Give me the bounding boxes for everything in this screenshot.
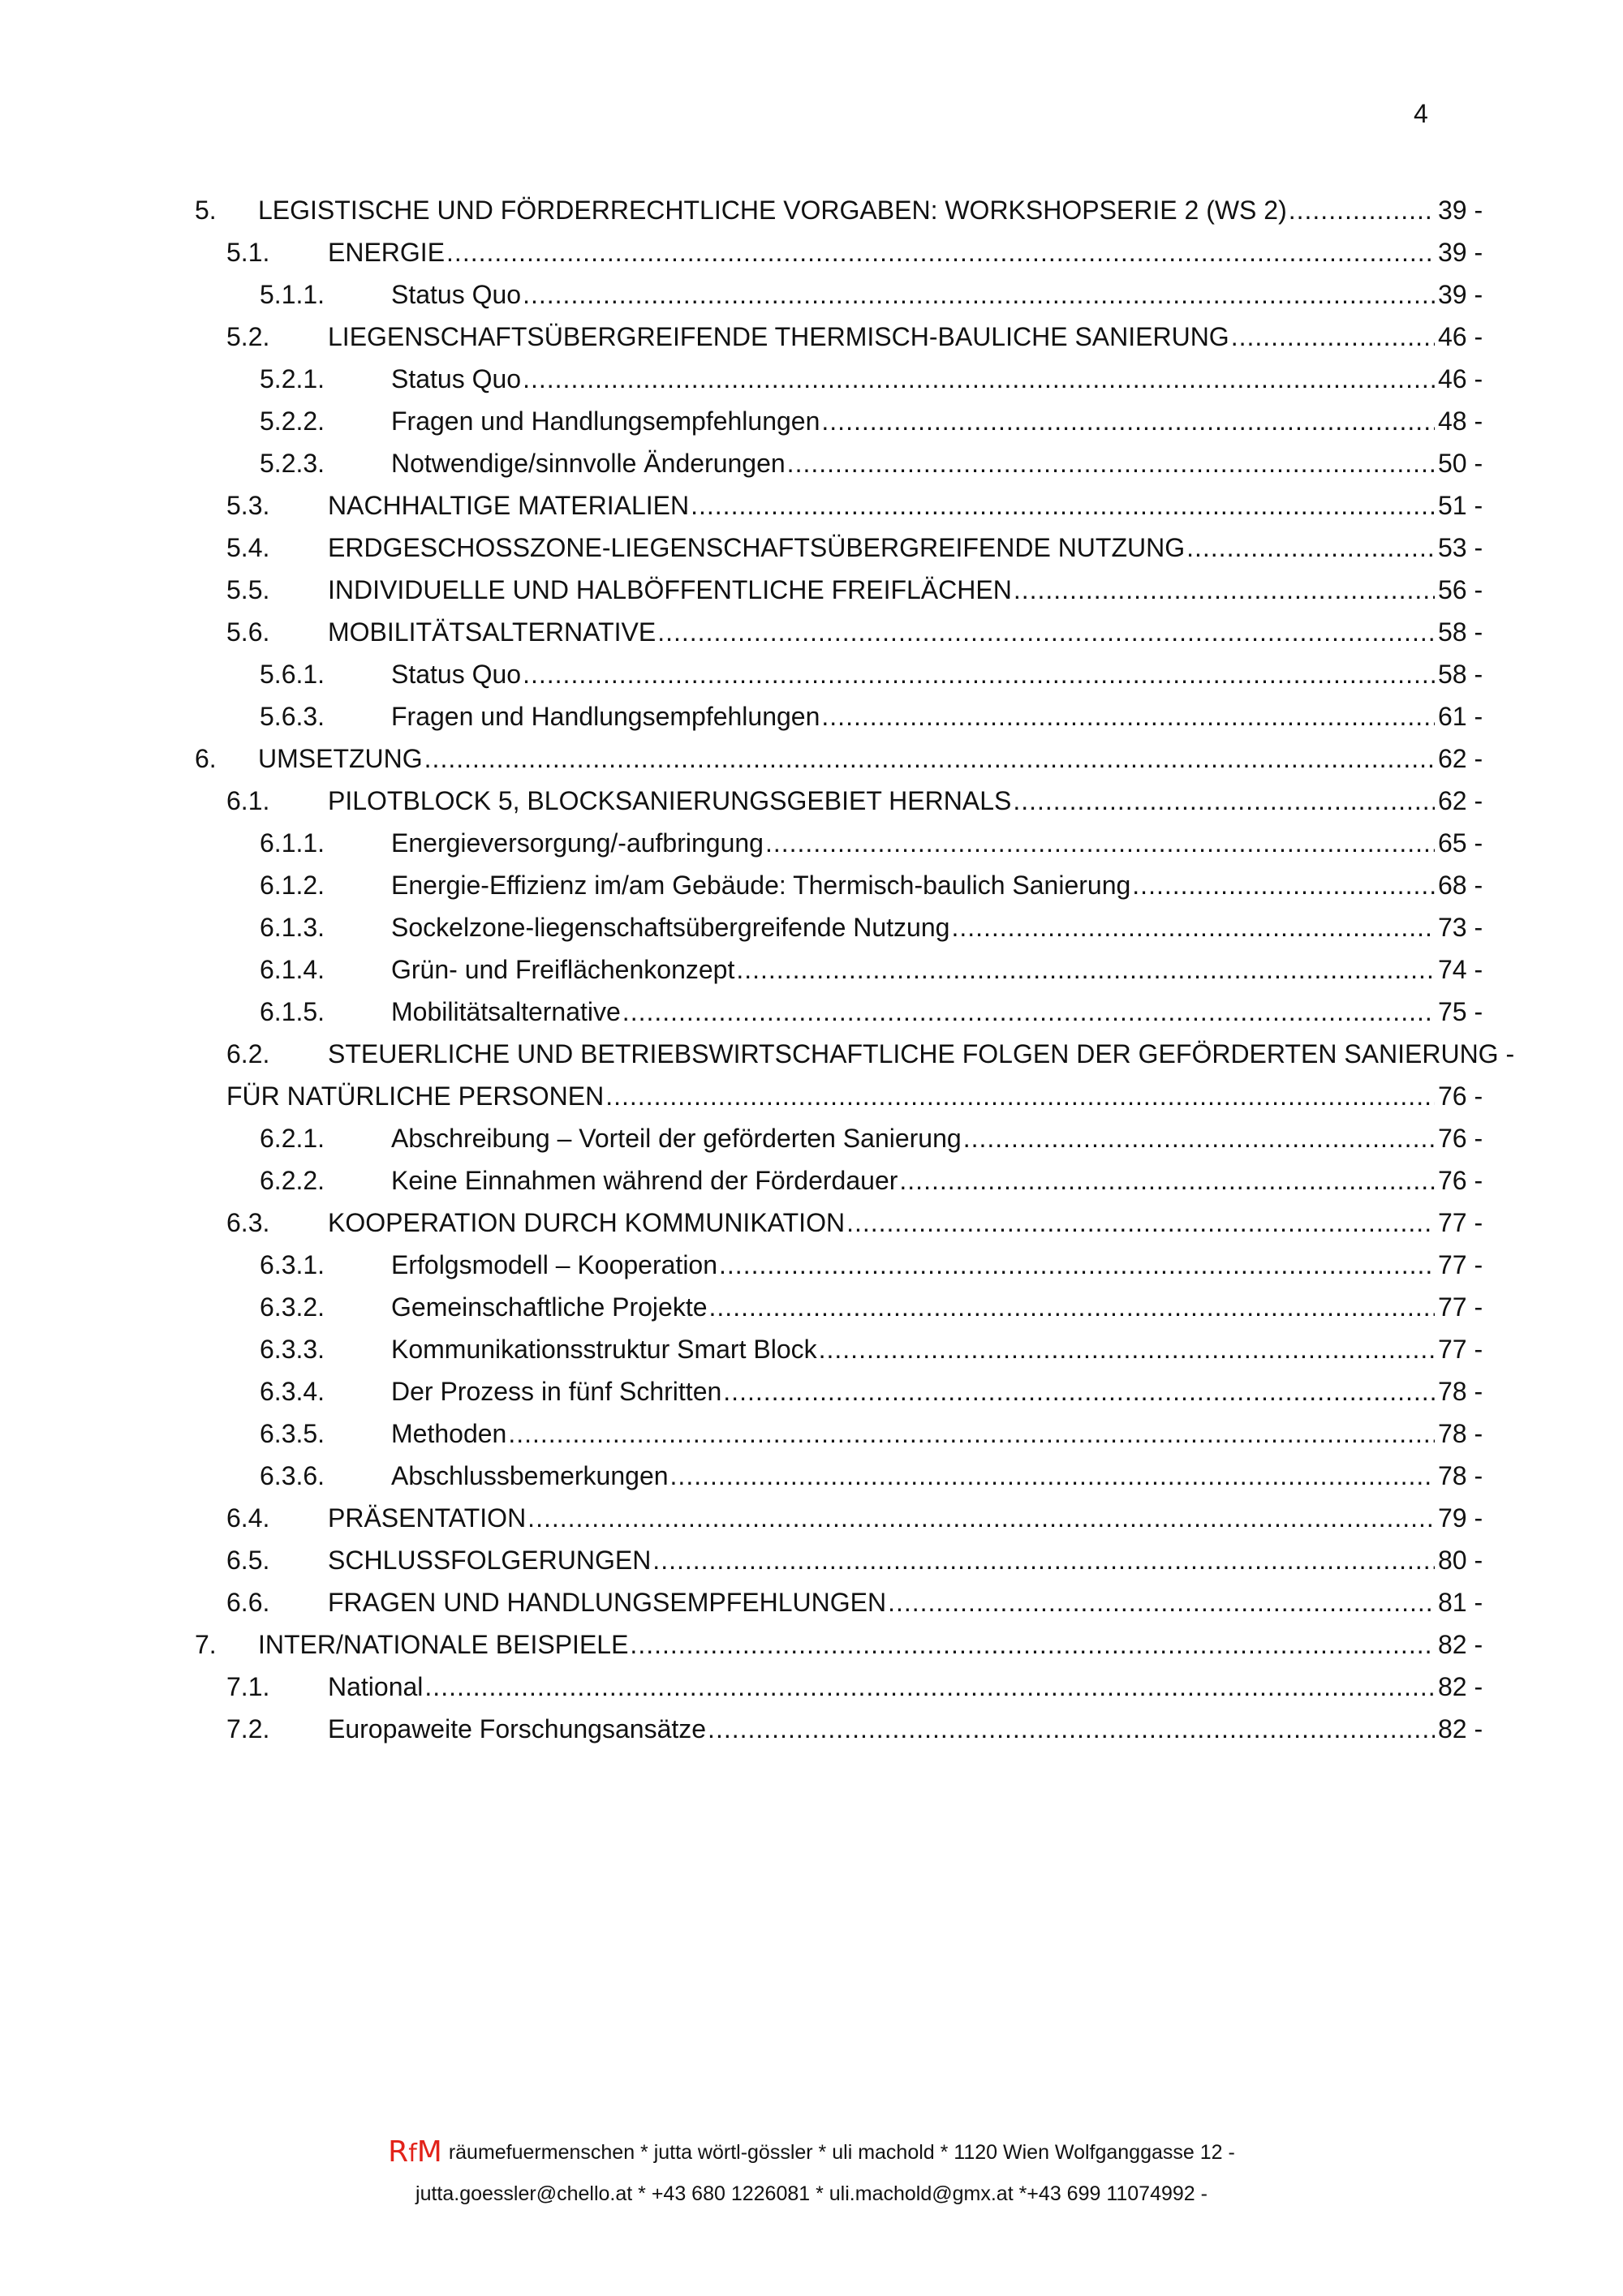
toc-entry-number: 5.6.3.	[260, 702, 325, 731]
toc-entry-title-wrap	[391, 1244, 1435, 1286]
toc-entry-number: 5.2.3.	[260, 449, 325, 478]
toc-dot-leader	[605, 1075, 1435, 1117]
toc-entry-title: Gemeinschaftliche Projekte	[391, 1292, 708, 1322]
toc-entry[interactable]	[0, 1455, 1623, 1497]
toc-entry-page: 39 -	[1438, 196, 1483, 225]
toc-entry-title: Mobilitätsalternative	[391, 997, 621, 1026]
toc-entry[interactable]	[0, 1539, 1623, 1581]
toc-entry[interactable]	[0, 1159, 1623, 1202]
toc-entry-title-wrap	[258, 189, 1435, 231]
toc-entry-title-wrap	[391, 1286, 1435, 1328]
toc-dot-leader	[1231, 316, 1435, 358]
toc-entry-number: 6.3.1.	[260, 1250, 325, 1279]
toc-entry-title-wrap	[328, 231, 1435, 273]
toc-entry-number: 6.	[195, 744, 217, 773]
toc-entry-title-wrap	[226, 1075, 1435, 1117]
toc-entry[interactable]	[0, 780, 1623, 822]
toc-entry-page: 74 -	[1438, 955, 1483, 984]
toc-entry-title-wrap	[391, 864, 1435, 906]
toc-entry-page: 76 -	[1438, 1124, 1483, 1153]
toc-entry[interactable]	[0, 906, 1623, 948]
toc-entry[interactable]	[0, 1370, 1623, 1412]
toc-entry-title: FÜR NATÜRLICHE PERSONEN	[226, 1081, 605, 1111]
toc-entry-page: 50 -	[1438, 449, 1483, 478]
toc-entry[interactable]	[0, 484, 1623, 527]
toc-entry-title-wrap	[391, 358, 1435, 400]
toc-dot-leader	[446, 231, 1435, 273]
toc-dot-leader	[736, 948, 1435, 991]
toc-entry-number: 7.2.	[226, 1714, 270, 1743]
toc-entry[interactable]	[0, 1708, 1623, 1750]
toc-entry-number: 5.3.	[226, 491, 270, 520]
toc-dot-leader	[821, 695, 1435, 737]
toc-dot-leader	[622, 991, 1435, 1033]
toc-entry-title: Status Quo	[391, 660, 522, 689]
toc-entry-title-wrap	[391, 1370, 1435, 1412]
toc-entry-page: 82 -	[1438, 1714, 1483, 1743]
toc-entry-number: 6.6.	[226, 1588, 270, 1617]
toc-entry-page: 77 -	[1438, 1292, 1483, 1322]
toc-entry-title-wrap	[391, 822, 1435, 864]
toc-dot-leader	[719, 1244, 1435, 1286]
toc-dot-leader	[652, 1539, 1435, 1581]
toc-entry-title: Sockelzone-liegenschaftsübergreifende Nutzung	[391, 913, 950, 942]
toc-entry-page: 79 -	[1438, 1503, 1483, 1533]
toc-entry-title-wrap	[328, 1539, 1435, 1581]
toc-dot-leader	[1132, 864, 1435, 906]
toc-entry-page: 62 -	[1438, 786, 1483, 815]
toc-entry[interactable]	[0, 1117, 1623, 1159]
toc-dot-leader	[821, 400, 1435, 442]
toc-entry-number: 6.3.3.	[260, 1335, 325, 1364]
toc-dot-leader	[899, 1159, 1435, 1202]
toc-entry-number: 6.1.1.	[260, 828, 325, 858]
toc-entry-number: 5.2.	[226, 322, 270, 351]
rfm-logo: RfM	[388, 2135, 442, 2169]
toc-entry-title: LEGISTISCHE UND FÖRDERRECHTLICHE VORGABEN: WORKSHOPSERIE 2 (WS 2)	[258, 196, 1287, 225]
toc-entry-page: 78 -	[1438, 1419, 1483, 1448]
toc-entry[interactable]	[0, 1244, 1623, 1286]
toc-entry-title-wrap	[391, 695, 1435, 737]
toc-entry-page: 75 -	[1438, 997, 1483, 1026]
toc-entry-page: 76 -	[1438, 1081, 1483, 1111]
toc-entry-page: 62 -	[1438, 744, 1483, 773]
toc-entry-number: 5.1.	[226, 238, 270, 267]
toc-dot-leader	[508, 1412, 1435, 1455]
toc-entry-title: Abschlussbemerkungen	[391, 1461, 669, 1490]
toc-entry-title: LIEGENSCHAFTSÜBERGREIFENDE THERMISCH-BAULICHE SANIERUNG	[328, 322, 1229, 351]
toc-entry[interactable]	[0, 569, 1623, 611]
toc-entry-title-wrap	[391, 906, 1435, 948]
toc-entry-title: MOBILITÄTSALTERNATIVE	[328, 617, 657, 647]
toc-entry-page: 77 -	[1438, 1335, 1483, 1364]
toc-entry-number: 6.1.4.	[260, 955, 325, 984]
toc-dot-leader	[709, 1286, 1435, 1328]
toc-entry[interactable]	[0, 442, 1623, 484]
toc-entry-number: 5.5.	[226, 575, 270, 604]
toc-dot-leader	[523, 653, 1435, 695]
toc-entry-title: FRAGEN UND HANDLUNGSEMPFEHLUNGEN	[328, 1588, 887, 1617]
toc-entry-title: Abschreibung – Vorteil der geförderten Sanierung	[391, 1124, 962, 1153]
toc-entry[interactable]	[0, 527, 1623, 569]
toc-entry-number: 5.	[195, 196, 217, 225]
toc-entry[interactable]	[0, 1328, 1623, 1370]
toc-entry-title-wrap	[328, 527, 1435, 569]
toc-dot-leader	[765, 822, 1435, 864]
toc-dot-leader	[670, 1455, 1435, 1497]
toc-entry-page: 68 -	[1438, 871, 1483, 900]
toc-entry-number: 6.3.	[226, 1208, 270, 1237]
toc-entry-title: UMSETZUNG	[258, 744, 423, 773]
toc-entry-number: 5.6.	[226, 617, 270, 647]
toc-entry-page: 73 -	[1438, 913, 1483, 942]
toc-dot-leader	[424, 737, 1435, 780]
toc-entry-number: 6.4.	[226, 1503, 270, 1533]
toc-entry[interactable]	[0, 1202, 1623, 1244]
toc-entry-page: 48 -	[1438, 406, 1483, 436]
toc-entry-title: KOOPERATION DURCH KOMMUNIKATION	[328, 1208, 846, 1237]
toc-entry-title: Energieversorgung/-aufbringung	[391, 828, 764, 858]
toc-entry-page: 80 -	[1438, 1546, 1483, 1575]
toc-dot-leader	[523, 358, 1435, 400]
toc-entry-title: Kommunikationsstruktur Smart Block	[391, 1335, 817, 1364]
toc-entry-title-wrap	[391, 1412, 1435, 1455]
toc-entry-title-wrap	[391, 1455, 1435, 1497]
toc-entry-page: 53 -	[1438, 533, 1483, 562]
toc-entry-title-wrap	[328, 1497, 1435, 1539]
toc-entry-title: INDIVIDUELLE UND HALBÖFFENTLICHE FREIFLÄCHEN	[328, 575, 1012, 604]
toc-dot-leader	[1014, 569, 1435, 611]
toc-dot-leader	[523, 273, 1435, 316]
toc-dot-leader	[963, 1117, 1435, 1159]
toc-entry-number: 6.1.2.	[260, 871, 325, 900]
toc-entry[interactable]	[0, 991, 1623, 1033]
toc-entry-title: Status Quo	[391, 364, 522, 393]
toc-entry-title-wrap	[328, 484, 1435, 527]
toc-entry-title: Erfolgsmodell – Kooperation	[391, 1250, 718, 1279]
toc-entry[interactable]	[0, 822, 1623, 864]
toc-entry-page: 61 -	[1438, 702, 1483, 731]
toc-entry-page: 78 -	[1438, 1461, 1483, 1490]
toc-entry-title-wrap	[391, 653, 1435, 695]
toc-entry-title-wrap	[328, 316, 1435, 358]
footer-line-1: räumefuermenschen * jutta wörtl-gössler * uli machold * 1120 Wien Wolfganggasse 12 -	[448, 2141, 1235, 2164]
toc-entry-number: 6.5.	[226, 1546, 270, 1575]
toc-entry[interactable]	[0, 358, 1623, 400]
toc-entry-number: 6.1.	[226, 786, 270, 815]
toc-entry-number: 6.3.5.	[260, 1419, 325, 1448]
footer-address	[0, 2135, 1623, 2169]
toc-entry-title-wrap	[391, 400, 1435, 442]
toc-entry-title: Fragen und Handlungsempfehlungen	[391, 406, 820, 436]
toc-entry-title: Keine Einnahmen während der Förderdauer	[391, 1166, 898, 1195]
toc-entry-title-wrap	[391, 1159, 1435, 1202]
toc-entry[interactable]	[0, 231, 1623, 273]
toc-entry-title-wrap	[328, 1708, 1435, 1750]
toc-dot-leader	[819, 1328, 1435, 1370]
toc-entry-title-wrap	[328, 611, 1435, 653]
toc-entry[interactable]	[0, 1497, 1623, 1539]
toc-entry-page: 58 -	[1438, 617, 1483, 647]
toc-entry-number: 6.2.1.	[260, 1124, 325, 1153]
toc-dot-leader	[527, 1497, 1435, 1539]
footer-contact: jutta.goessler@chello.at * +43 680 1226081 * uli.machold@gmx.at *+43 699 11074992 -	[415, 2182, 1208, 2205]
toc-entry[interactable]	[0, 400, 1623, 442]
toc-dot-leader	[1013, 780, 1435, 822]
toc-entry-title-wrap	[328, 1202, 1435, 1244]
toc-entry-page: 39 -	[1438, 238, 1483, 267]
toc-entry-title-wrap	[328, 569, 1435, 611]
toc-entry-title: Methoden	[391, 1419, 507, 1448]
toc-dot-leader	[691, 484, 1435, 527]
toc-entry-number: 5.6.1.	[260, 660, 325, 689]
toc-entry-title: PRÄSENTATION	[328, 1503, 527, 1533]
toc-dot-leader	[846, 1202, 1435, 1244]
toc-entry-number: 5.2.1.	[260, 364, 325, 393]
toc-entry-title: SCHLUSSFOLGERUNGEN	[328, 1546, 652, 1575]
toc-entry-number: 5.2.2.	[260, 406, 325, 436]
toc-entry-number: 6.3.6.	[260, 1461, 325, 1490]
toc-entry-page: 78 -	[1438, 1377, 1483, 1406]
toc-entry-title: ENERGIE	[328, 238, 446, 267]
toc-dot-leader	[951, 906, 1435, 948]
toc-entry-title-wrap	[391, 1117, 1435, 1159]
toc-entry-page: 51 -	[1438, 491, 1483, 520]
toc-entry-page: 56 -	[1438, 575, 1483, 604]
toc-entry-title-wrap	[258, 1623, 1435, 1666]
toc-entry-title: Notwendige/sinnvolle Änderungen	[391, 449, 786, 478]
toc-entry[interactable]	[0, 695, 1623, 737]
toc-entry-title-wrap	[391, 991, 1435, 1033]
toc-entry-title: Energie-Effizienz im/am Gebäude: Thermisch-baulich Sanierung	[391, 871, 1131, 900]
toc-entry-title: Status Quo	[391, 280, 522, 309]
toc-entry-page: 65 -	[1438, 828, 1483, 858]
toc-entry-title: INTER/NATIONALE BEISPIELE	[258, 1630, 629, 1659]
toc-entry[interactable]	[0, 189, 1623, 231]
toc-entry-title-wrap	[391, 948, 1435, 991]
toc-entry-title-wrap	[391, 273, 1435, 316]
toc-entry[interactable]	[0, 1412, 1623, 1455]
toc-entry-title-wrap	[258, 737, 1435, 780]
toc-entry-title: Grün- und Freiflächenkonzept	[391, 955, 735, 984]
toc-entry[interactable]	[0, 864, 1623, 906]
toc-entry[interactable]	[0, 1623, 1623, 1666]
toc-entry-page: 81 -	[1438, 1588, 1483, 1617]
toc-entry-number: 6.1.5.	[260, 997, 325, 1026]
toc-entry-title: Fragen und Handlungsempfehlungen	[391, 702, 820, 731]
page-number: 4	[1414, 99, 1428, 128]
toc-entry[interactable]	[0, 1286, 1623, 1328]
toc-entry-title-wrap	[328, 780, 1435, 822]
toc-dot-leader	[787, 442, 1435, 484]
toc-entry-number: 7.1.	[226, 1672, 270, 1701]
toc-entry-title: ERDGESCHOSSZONE-LIEGENSCHAFTSÜBERGREIFENDE NUTZUNG	[328, 533, 1186, 562]
toc-entry-page: 58 -	[1438, 660, 1483, 689]
toc-entry-page: 82 -	[1438, 1672, 1483, 1701]
toc-entry[interactable]	[0, 737, 1623, 780]
toc-entry[interactable]	[0, 611, 1623, 653]
toc-entry-number: 6.3.2.	[260, 1292, 325, 1322]
toc-dot-leader	[424, 1666, 1435, 1708]
toc-entry[interactable]	[0, 1666, 1623, 1708]
toc-entry-page: 82 -	[1438, 1630, 1483, 1659]
toc-entry[interactable]	[0, 653, 1623, 695]
toc-dot-leader	[723, 1370, 1435, 1412]
toc-entry-title-wrap	[328, 1033, 1516, 1075]
toc-entry-title: NACHHALTIGE MATERIALIEN	[328, 491, 690, 520]
toc-entry-page: 77 -	[1438, 1250, 1483, 1279]
toc-dot-leader	[1289, 189, 1435, 231]
toc-entry-page: 46 -	[1438, 322, 1483, 351]
toc-dot-leader	[708, 1708, 1435, 1750]
toc-dot-leader	[888, 1581, 1435, 1623]
toc-entry[interactable]	[0, 273, 1623, 316]
toc-entry-page: 77 -	[1438, 1208, 1483, 1237]
toc-entry-number: 6.1.3.	[260, 913, 325, 942]
toc-entry-title: Europaweite Forschungsansätze	[328, 1714, 707, 1743]
toc-entry-title: PILOTBLOCK 5, BLOCKSANIERUNGSGEBIET HERNALS	[328, 786, 1012, 815]
toc-entry[interactable]	[0, 1033, 1623, 1075]
toc-entry[interactable]	[0, 1075, 1623, 1117]
toc-entry-title-wrap	[328, 1581, 1435, 1623]
toc-dot-leader	[630, 1623, 1435, 1666]
toc-entry-number: 6.3.4.	[260, 1377, 325, 1406]
toc-entry[interactable]	[0, 316, 1623, 358]
toc-entry-title-wrap	[391, 1328, 1435, 1370]
toc-entry-number: 6.2.2.	[260, 1166, 325, 1195]
toc-entry[interactable]	[0, 948, 1623, 991]
toc-entry[interactable]	[0, 1581, 1623, 1623]
toc-dot-leader	[657, 611, 1435, 653]
toc-entry-number: 5.1.1.	[260, 280, 325, 309]
toc-entry-number: 7.	[195, 1630, 217, 1659]
toc-entry-page: 46 -	[1438, 364, 1483, 393]
toc-entry-title-wrap	[391, 442, 1435, 484]
toc-entry-title-wrap	[328, 1666, 1435, 1708]
toc-entry-number: 5.4.	[226, 533, 270, 562]
toc-entry-title: STEUERLICHE UND BETRIEBSWIRTSCHAFTLICHE FOLGEN DER GEFÖRDERTEN SANIERUNG -	[328, 1039, 1515, 1068]
toc-entry-number: 6.2.	[226, 1039, 270, 1068]
toc-entry-title: Der Prozess in fünf Schritten	[391, 1377, 722, 1406]
toc-entry-page: 76 -	[1438, 1166, 1483, 1195]
toc-entry-page: 39 -	[1438, 280, 1483, 309]
toc-dot-leader	[1186, 527, 1435, 569]
toc-entry-title: National	[328, 1672, 424, 1701]
